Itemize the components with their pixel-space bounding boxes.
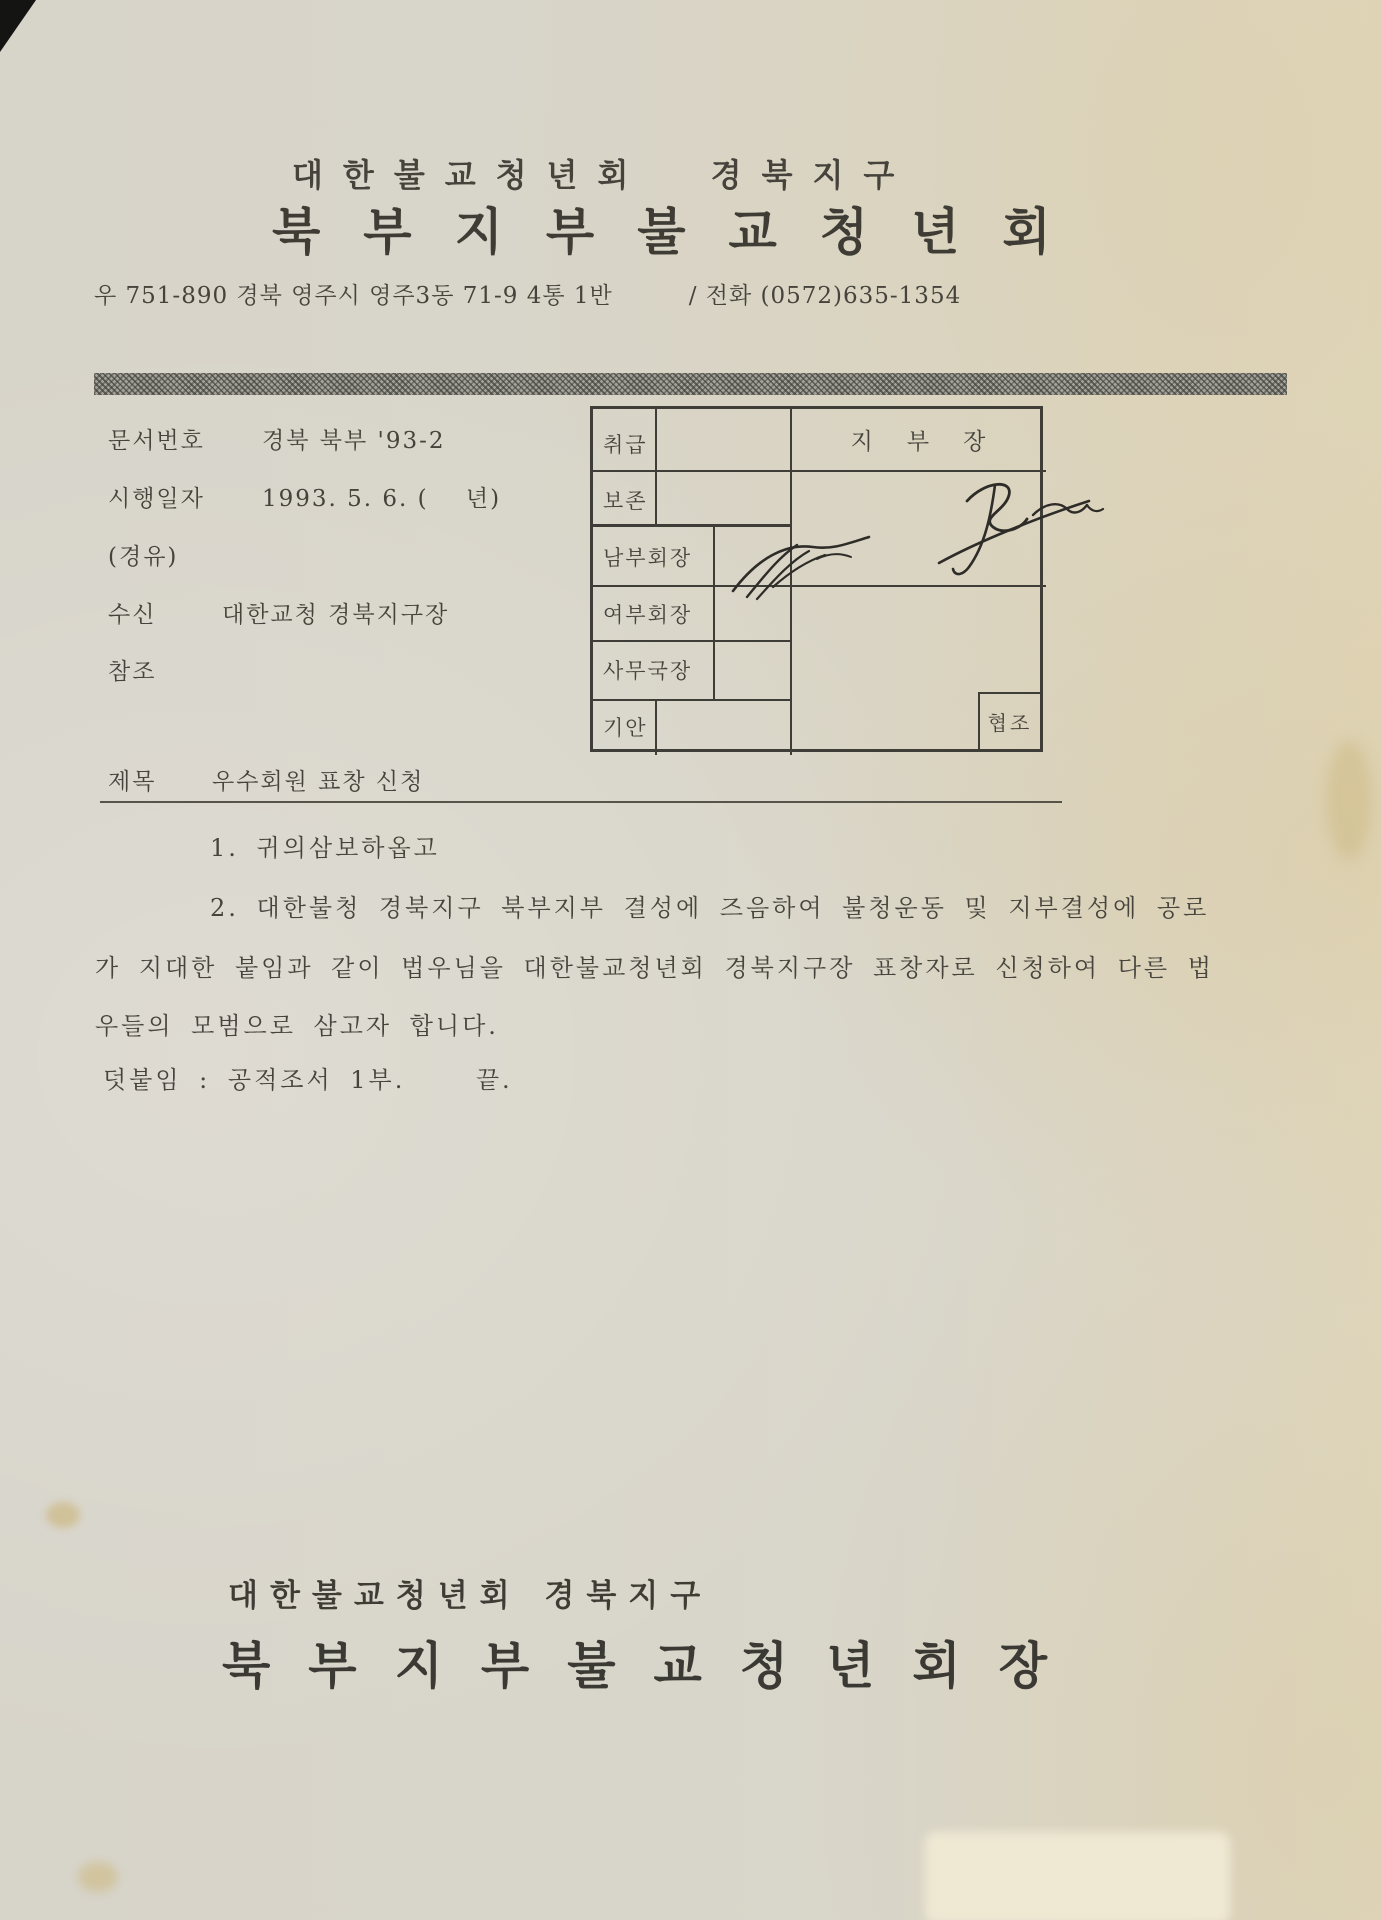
row-label-retention: 보존	[603, 489, 648, 513]
row-label-south-president: 남부회장	[603, 546, 693, 570]
cooperation-label: 협조	[987, 711, 1033, 735]
table-line	[713, 524, 715, 699]
subject-value: 우수회원 표창 신청	[212, 769, 425, 795]
table-line	[655, 699, 657, 755]
row-label-handling: 취급	[603, 433, 648, 457]
phone-text: / 전화 (0572)635-1354	[688, 283, 962, 309]
date-label: 시행일자	[108, 486, 205, 512]
footer-signer-title: 북부지부불교청년회장	[222, 1636, 1085, 1695]
body-paragraph-4: 우들의 모범으로 삼고자 합니다.	[95, 1012, 499, 1040]
letterhead-divider-bar	[94, 373, 1287, 395]
table-line	[593, 470, 790, 472]
recipient-label: 수신	[108, 602, 157, 628]
table-line	[655, 409, 657, 524]
branch-chief-header: 지부장	[850, 429, 1020, 455]
table-line	[593, 699, 790, 701]
subject-label: 제목	[108, 769, 157, 795]
row-label-secretary: 사무국장	[603, 659, 693, 683]
scan-corner-artifact	[0, 0, 36, 52]
south-president-signature	[721, 513, 891, 605]
doc-number-label: 문서번호	[108, 428, 205, 454]
cooperation-box	[978, 692, 1040, 749]
branch-chief-signature	[929, 471, 1129, 591]
scan-light-patch	[925, 1832, 1230, 1920]
address-text: 우 751-890 경북 영주시 영주3동 71-9 4통 1반	[94, 283, 613, 309]
cc-label: 참조	[108, 659, 157, 685]
letterhead-title: 북부지부불교청년회	[272, 202, 1094, 261]
attachment-line: 덧붙임 : 공적조서 1부. 끝.	[103, 1066, 513, 1094]
body-paragraph-1: 1. 귀의삼보하옵고	[210, 834, 440, 862]
row-label-women-president: 여부회장	[603, 603, 693, 627]
doc-number-value: 경북 북부 '93-2	[262, 428, 446, 454]
footer-org-line: 대한불교청년회 경북지구	[228, 1578, 713, 1614]
body-paragraph-3: 가 지대한 붙임과 같이 법우님을 대한불교청년회 경북지구장 표창자로 신청하여 다른 법	[95, 954, 1214, 982]
letterhead-org-line: 대한불교청년회 경북지구	[292, 156, 915, 194]
subject-underline	[100, 801, 1062, 803]
date-value: 1993. 5. 6. ( 년)	[262, 486, 502, 512]
table-line	[593, 640, 790, 642]
approval-table	[590, 406, 1043, 752]
via-label: (경유)	[108, 544, 179, 570]
letterhead-address	[94, 277, 961, 310]
recipient-value: 대한교청 경북지구장	[222, 602, 450, 628]
body-paragraph-2: 2. 대한불청 경북지구 북부지부 결성에 즈음하여 불청운동 및 지부결성에 공로	[210, 894, 1210, 922]
row-label-drafter: 기안	[603, 716, 648, 740]
paper-stain	[46, 1502, 80, 1528]
paper-stain	[78, 1862, 118, 1892]
paper-stain	[1326, 740, 1372, 860]
